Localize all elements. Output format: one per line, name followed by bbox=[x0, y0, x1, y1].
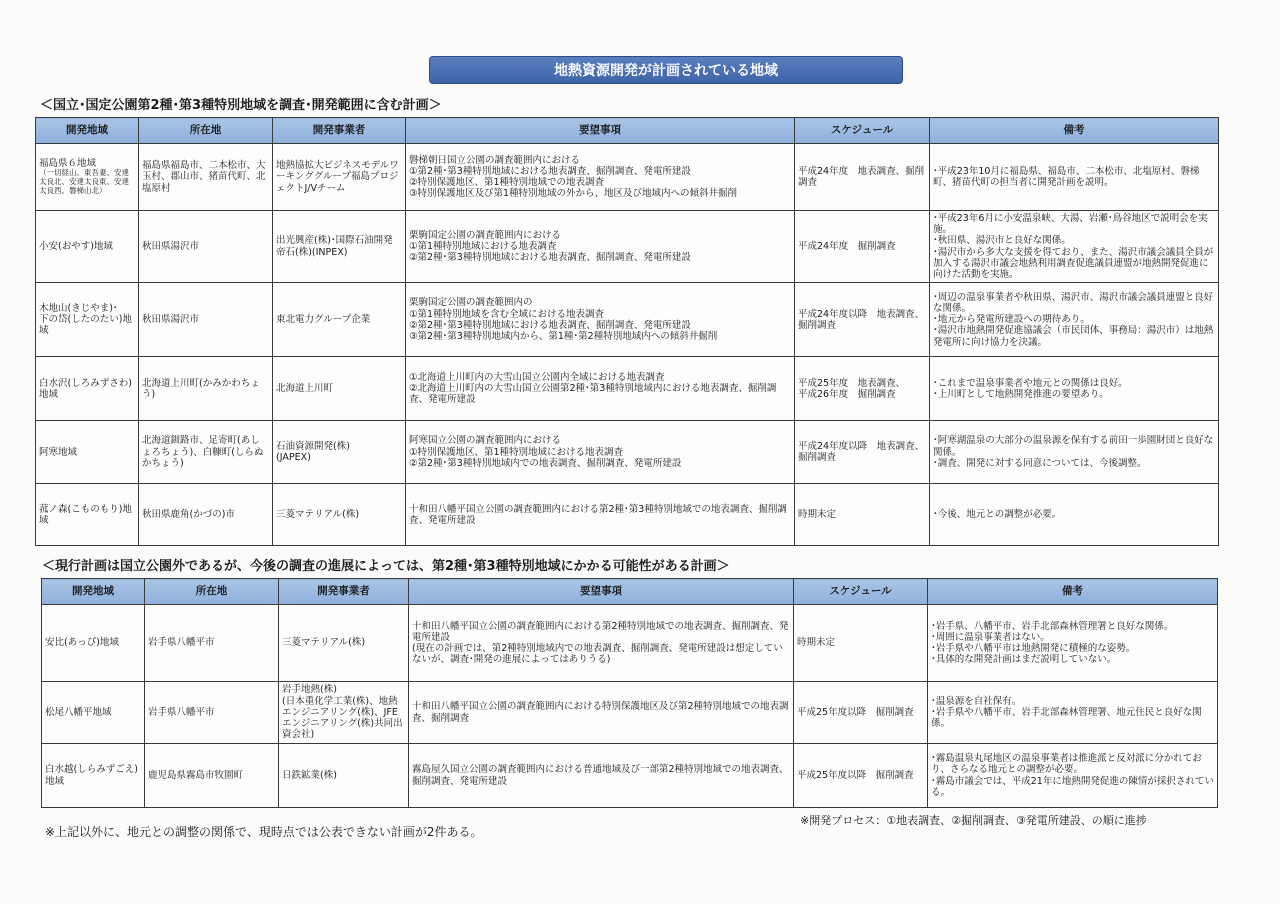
cell-text: ･周囲に温泉事業者はない。 bbox=[931, 631, 1050, 643]
header-developer: 開発事業者 bbox=[273, 118, 406, 144]
cell-text: ①特別保護地区、第1種特別地域における地表調査 bbox=[409, 446, 624, 458]
cell-request bbox=[406, 421, 795, 484]
cell-schedule bbox=[794, 744, 928, 808]
cell-text: 岩手県八幡平市 bbox=[148, 706, 215, 718]
cell-text: 平成24年度以降 地表調査、掘削調査 bbox=[798, 308, 925, 331]
cell-request bbox=[409, 682, 794, 744]
cell-text: 白水沢(しろみずさわ)地域 bbox=[39, 377, 132, 400]
footnote-process: ※開発プロセス：①地表調査、②掘削調査、③発電所建設、の順に進捗 bbox=[800, 814, 1147, 827]
cell-text: 北海道釧路市、足寄町(あしょろちょう)、白糠町(しらぬかちょう) bbox=[142, 435, 264, 469]
cell-location bbox=[139, 357, 273, 421]
table-row bbox=[36, 421, 1219, 484]
cell-text: 時期未定 bbox=[798, 509, 837, 521]
cell-text: ･具体的な開発計画はまだ説明していない。 bbox=[931, 654, 1117, 666]
cell-text: ･これまで温泉事業者や地元との関係は良好。 bbox=[933, 377, 1128, 389]
cell-developer bbox=[273, 357, 406, 421]
cell-text: ･今後、地元との調整が必要。 bbox=[933, 509, 1062, 521]
cell-remarks bbox=[928, 682, 1218, 744]
cell-text: 栗駒国定公園の調査範囲内の bbox=[409, 297, 533, 309]
cell-request bbox=[406, 144, 795, 211]
cell-area bbox=[36, 357, 139, 421]
planned-areas-table-1 bbox=[35, 117, 1219, 546]
cell-text: 十和田八幡平国立公園の調査範囲内における特別保護地区及び第2種特別地域での地表調査、掘削調査 bbox=[412, 701, 789, 724]
cell-text: 日鉄鉱業(株) bbox=[282, 769, 337, 781]
cell-text: 出光興産(株)･国際石油開発帝石(株)(INPEX) bbox=[276, 235, 393, 258]
cell-text: 北海道上川町 bbox=[276, 383, 334, 395]
cell-text: ･平成23年6月に小安温泉峡、大湯、岩瀬･鳥谷地区で説明会を実施。 bbox=[933, 213, 1208, 236]
cell-text: ･秋田県、湯沢市と良好な関係。 bbox=[933, 235, 1071, 247]
cell-text: 三菱マテリアル(株) bbox=[276, 509, 360, 521]
cell-remarks bbox=[930, 484, 1219, 546]
section-2-heading: ＜現行計画は国立公園外であるが、今後の調査の進展によっては、第2種･第3種特別地域にかかる可能性がある計画＞ bbox=[42, 559, 730, 574]
cell-area bbox=[36, 283, 139, 357]
cell-remarks bbox=[930, 144, 1219, 211]
table-row bbox=[36, 484, 1219, 546]
cell-location bbox=[139, 484, 273, 546]
cell-text: ･平成23年10月に福島県、福島市、二本松市、北塩原村、磐梯町、猪苗代町の担当者に開発計画を説明。 bbox=[933, 165, 1200, 188]
cell-text: ･上川町として地熱開発推進の要望あり。 bbox=[933, 388, 1109, 400]
cell-text: (現在の計画では、第2種特別地域内での地表調査、掘削調査、発電所建設は想定していないが、調査･開発の進展によってはありうる) bbox=[412, 643, 783, 666]
cell-text: 石油資源開発(株) bbox=[276, 441, 350, 453]
table-header-row bbox=[42, 579, 1218, 605]
table-row bbox=[36, 357, 1219, 421]
cell-text: （一切経山、東吾妻、安達太良北、安達太良東、安達太良西、磐梯山北） bbox=[39, 168, 129, 196]
cell-text: 地熱協拡大ビジネスモデルワーキンググループ福島プロジェクトJ/Vチーム bbox=[276, 160, 399, 194]
cell-text: 磐梯朝日国立公園の調査範囲内における bbox=[409, 154, 581, 166]
cell-text: ･岩手県や八幡平市は地熱開発に積極的な姿勢。 bbox=[931, 643, 1136, 654]
cell-developer bbox=[273, 283, 406, 357]
cell-text: ･湯沢市地熱開発促進協議会（市民団体、事務局：湯沢市）は地熱発電所に向け協力を決議。 bbox=[933, 325, 1214, 348]
cell-text: 安比(あっぴ)地域 bbox=[45, 637, 119, 649]
cell-text: 岩手地熱(株) bbox=[282, 684, 337, 696]
cell-developer bbox=[279, 605, 409, 682]
cell-location bbox=[145, 605, 279, 682]
header-remarks: 備考 bbox=[930, 118, 1219, 144]
cell-text: 菰ノ森(こものもり)地域 bbox=[39, 503, 132, 526]
cell-request bbox=[406, 211, 795, 283]
cell-text: 木地山(きじやま)･ bbox=[39, 302, 118, 314]
cell-area bbox=[36, 484, 139, 546]
cell-text: 平成24年度以降 地表調査、掘削調査 bbox=[798, 441, 925, 464]
cell-text: ①第1種特別地域を含む全域における地表調査 bbox=[409, 308, 605, 320]
cell-text: 下の岱(したのたい)地域 bbox=[39, 314, 132, 337]
cell-text: ･霧島温泉丸尾地区の温泉事業者は推進派と反対派に分かれており、さらなる地元との調整が必要。 bbox=[931, 753, 1202, 776]
cell-remarks bbox=[930, 357, 1219, 421]
cell-schedule bbox=[795, 484, 930, 546]
cell-text: ･温泉源を自社保有。 bbox=[931, 695, 1022, 707]
cell-text: 三菱マテリアル(株) bbox=[282, 637, 366, 649]
cell-text: 東北電力グループ企業 bbox=[276, 314, 371, 326]
cell-text: ②第2種･第3種特別地域における地表調査、掘削調査、発電所建設 bbox=[409, 252, 691, 264]
cell-text: ③特別保護地区及び第1種特別地域の外から、地区及び地域内への傾斜井掘削 bbox=[409, 188, 738, 200]
table-row bbox=[42, 744, 1218, 808]
cell-text: 十和田八幡平国立公園の調査範囲内における第2種･第3種特別地域での地表調査、掘削調査、発電所建設 bbox=[409, 503, 787, 526]
header-remarks: 備考 bbox=[928, 579, 1218, 605]
cell-text: 松尾八幡平地域 bbox=[45, 706, 112, 718]
cell-remarks bbox=[928, 744, 1218, 808]
cell-text: (日本重化学工業(株)、地熱エンジニアリング(株)、JFEエンジニアリング(株)共同出資会社) bbox=[282, 695, 403, 741]
cell-text: 時期未定 bbox=[797, 637, 836, 649]
cell-text: ③第2種･第3種特別地域内から、第1種･第2種特別地域内への傾斜井掘削 bbox=[409, 330, 718, 342]
cell-schedule bbox=[795, 283, 930, 357]
cell-text: 秋田県湯沢市 bbox=[142, 241, 200, 252]
cell-area bbox=[36, 144, 139, 211]
cell-schedule bbox=[795, 421, 930, 484]
cell-text: ･阿寒湖温泉の大部分の温泉源を保有する前田一歩園財団と良好な関係。 bbox=[933, 435, 1214, 458]
cell-text: ②特別保護地区、第1種特別地域での地表調査 bbox=[409, 177, 605, 188]
cell-text: 霧島屋久国立公園の調査範囲内における普通地域及び一部第2種特別地域での地表調査、掘削調査、発電所建設 bbox=[412, 764, 789, 787]
page-title: 地熱資源開発が計画されている地域 bbox=[429, 56, 903, 84]
cell-text: ②北海道上川町内の大雪山国立公園第2種･第3種特別地域内における地表調査、掘削調査、発電所建設 bbox=[409, 383, 777, 406]
cell-area bbox=[42, 605, 145, 682]
cell-request bbox=[406, 283, 795, 357]
cell-text: ･調査、開発に対する同意については、今後調整。 bbox=[933, 457, 1147, 469]
cell-text: 栗駒国定公園の調査範囲内における bbox=[409, 229, 562, 241]
cell-text: 小安(おやす)地域 bbox=[39, 241, 113, 252]
cell-text: ②第2種･第3種特別地域における地表調査、掘削調査、発電所建設 bbox=[409, 319, 691, 331]
cell-schedule bbox=[794, 682, 928, 744]
cell-developer bbox=[273, 421, 406, 484]
cell-text: 平成25年度以降 掘削調査 bbox=[797, 706, 914, 718]
cell-text: 北海道上川町(かみかわちょう) bbox=[142, 377, 260, 400]
cell-location bbox=[145, 682, 279, 744]
cell-text: 秋田県鹿角(かづの)市 bbox=[142, 509, 235, 521]
cell-location bbox=[139, 283, 273, 357]
table-row bbox=[42, 682, 1218, 744]
cell-area bbox=[42, 682, 145, 744]
cell-text: 福島県福島市、二本松市、大玉村、郡山市、猪苗代町、北塩原村 bbox=[142, 160, 266, 194]
header-location: 所在地 bbox=[145, 579, 279, 605]
cell-text: ･湯沢市から多大な支援を得ており、また、湯沢市議会議員全員が加入する湯沢市議会地熱利用調査促進議員連盟が地熱開発促進に向けた活動を実施。 bbox=[933, 246, 1214, 281]
cell-text: 平成26年度 掘削調査 bbox=[798, 388, 896, 400]
cell-developer bbox=[279, 744, 409, 808]
cell-remarks bbox=[930, 211, 1219, 283]
cell-text: ①第1種特別地域における地表調査 bbox=[409, 241, 557, 252]
planned-areas-table-2 bbox=[41, 578, 1218, 808]
cell-text: ①北海道上川町内の大雪山国立公園内全域における地表調査 bbox=[409, 371, 665, 383]
cell-developer bbox=[273, 484, 406, 546]
header-area: 開発地域 bbox=[36, 118, 139, 144]
header-request: 要望事項 bbox=[409, 579, 794, 605]
cell-request bbox=[406, 357, 795, 421]
cell-developer bbox=[273, 144, 406, 211]
cell-text: 岩手県八幡平市 bbox=[148, 637, 215, 649]
header-location: 所在地 bbox=[139, 118, 273, 144]
cell-schedule bbox=[794, 605, 928, 682]
cell-remarks bbox=[930, 421, 1219, 484]
cell-text: ･周辺の温泉事業者や秋田県、湯沢市、湯沢市議会議員連盟と良好な関係。 bbox=[933, 291, 1214, 314]
cell-text: 平成24年度 掘削調査 bbox=[798, 241, 896, 252]
cell-location bbox=[139, 144, 273, 211]
cell-schedule bbox=[795, 144, 930, 211]
header-schedule: スケジュール bbox=[795, 118, 930, 144]
cell-text: ･地元から発電所建設への期待あり。 bbox=[933, 314, 1090, 326]
table-row bbox=[36, 283, 1219, 357]
table-row bbox=[42, 605, 1218, 682]
cell-text: 平成25年度以降 掘削調査 bbox=[797, 769, 914, 781]
cell-text: ･霧島市議会では、平成21年に地熱開発促進の陳情が採択されている。 bbox=[931, 775, 1214, 798]
cell-schedule bbox=[795, 211, 930, 283]
cell-text: 十和田八幡平国立公園の調査範囲内における第2種特別地域での地表調査、掘削調査、発電所建設 bbox=[412, 620, 789, 643]
cell-text: (JAPEX) bbox=[276, 452, 311, 464]
cell-area bbox=[36, 211, 139, 283]
table-header-row bbox=[36, 118, 1219, 144]
table-row bbox=[36, 144, 1219, 211]
footnote-unpublished: ※上記以外に、地元との調整の関係で、現時点では公表できない計画が2件ある。 bbox=[45, 825, 483, 839]
cell-text: 秋田県湯沢市 bbox=[142, 314, 200, 326]
cell-text: 福島県６地域 bbox=[39, 158, 97, 170]
cell-developer bbox=[279, 682, 409, 744]
cell-text: 平成24年度 地表調査、掘削調査 bbox=[798, 165, 925, 188]
cell-location bbox=[145, 744, 279, 808]
cell-remarks bbox=[930, 283, 1219, 357]
cell-developer bbox=[273, 211, 406, 283]
cell-text: 阿寒国立公園の調査範囲内における bbox=[409, 435, 562, 447]
cell-text: ①第2種･第3種特別地域における地表調査、掘削調査、発電所建設 bbox=[409, 165, 691, 177]
header-developer: 開発事業者 bbox=[279, 579, 409, 605]
cell-text: 平成25年度 地表調査、 bbox=[798, 377, 906, 389]
cell-location bbox=[139, 421, 273, 484]
table-row bbox=[36, 211, 1219, 283]
header-area: 開発地域 bbox=[42, 579, 145, 605]
cell-area bbox=[42, 744, 145, 808]
cell-request bbox=[406, 484, 795, 546]
cell-text: 白水越(しらみずごえ)地域 bbox=[45, 764, 138, 787]
header-request: 要望事項 bbox=[406, 118, 795, 144]
cell-text: ･岩手県や八幡平市、岩手北部森林管理署、地元住民と良好な関係。 bbox=[931, 706, 1202, 730]
cell-text: 鹿児島県霧島市牧園町 bbox=[148, 769, 244, 781]
section-1-heading: ＜国立･国定公園第2種･第3種特別地域を調査･開発範囲に含む計画＞ bbox=[40, 98, 442, 113]
cell-request bbox=[409, 744, 794, 808]
cell-area bbox=[36, 421, 139, 484]
cell-location bbox=[139, 211, 273, 283]
cell-text: ②第2種･第3種特別地域内での地表調査、掘削調査、発電所建設 bbox=[409, 457, 682, 469]
cell-schedule bbox=[795, 357, 930, 421]
header-schedule: スケジュール bbox=[794, 579, 928, 605]
cell-text: ･岩手県、八幡平市、岩手北部森林管理署と良好な関係。 bbox=[931, 620, 1174, 632]
cell-remarks bbox=[928, 605, 1218, 682]
cell-text: 阿寒地域 bbox=[39, 446, 78, 458]
cell-request bbox=[409, 605, 794, 682]
